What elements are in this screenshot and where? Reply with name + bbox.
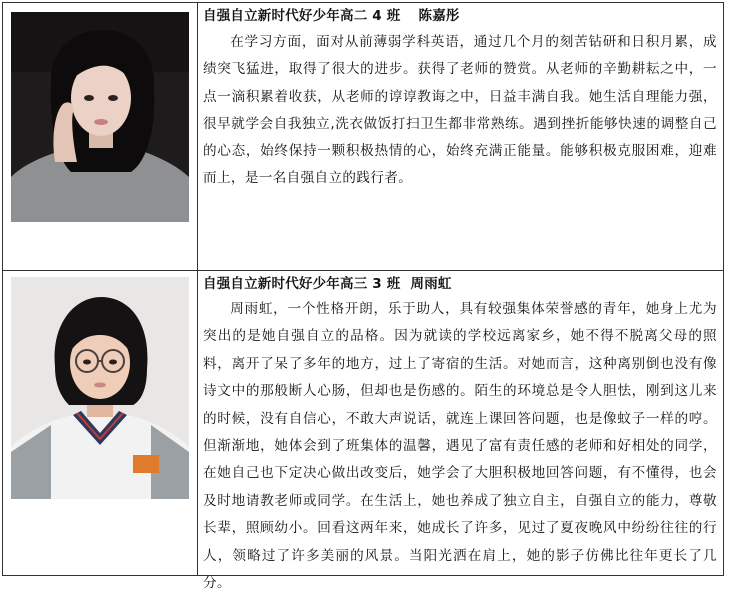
title-text: 自强自立新时代好少年高三 3 班 [203, 276, 401, 292]
text-cell-2 [199, 271, 723, 592]
student-photo-1 [11, 12, 189, 222]
title-text: 自强自立新时代好少年高二 4 班 [203, 8, 401, 24]
photo-cell-1 [3, 3, 198, 270]
student-title-1 [203, 6, 717, 26]
student-title-2 [203, 274, 717, 294]
student-name: 周雨虹 [410, 276, 452, 292]
student-bio-1: 在学习方面，面对从前薄弱学科英语，通过几个月的刻苦钻研和日积月累，成绩突飞猛进，取得了很大的进步。获得了老师的赞赏。从老师的辛勤耕耘之中，一点一滴积累着收获，从老师的谆谆教诲之中，日益丰满自我。她生活自理能力强，很早就学会自我独立,洗衣做饭打扫卫生都非常熟练。遇到挫折能够快速的调整自己的心态，始终保持一颗积极热情的心，始终充满正能量。能够积极克服困难，迎难而上，是一名自强自立的践行者。 [203, 34, 717, 187]
student-name: 陈嘉彤 [418, 8, 460, 24]
student-table [2, 2, 724, 592]
student-row-2 [3, 271, 723, 592]
photo-cell-2 [3, 271, 198, 576]
student-bio-2: 周雨虹，一个性格开朗，乐于助人，具有较强集体荣誉感的青年，她身上尤为突出的是她自强自立的品格。因为就读的学校远离家乡，她不得不脱离父母的照料，离开了呆了多年的地方，过上了寄宿的生活。对她而言，这种离别倒也没有像诗文中的那般断人心肠，但却也是伤感的。陌生的环境总是令人胆怯，刚到这儿来的时候，没有自信心，不敢大声说话，就连上课回答问题，也是像蚊子一样的哼。但渐渐地，她体会到了班集体的温馨，遇见了富有责任感的老师和好相处的同学，在她自己也下定决心做出改变后，她学会了大胆积极地回答问题，有不懂得，也会及时地请教老师或同学。在生活上，她也养成了独立自主，自强自立的能力，尊敬长辈，照顾幼小。回看这两年来，她成长了许多，见过了夏夜晚风中纷纷往往的行人，领略过了许多美丽的风景。当阳光洒在肩上，她的影子仿佛比往年更长了几分。 [203, 301, 717, 592]
text-cell-1 [199, 3, 723, 270]
student-photo-2 [11, 277, 189, 499]
student-row-1 [3, 3, 723, 271]
